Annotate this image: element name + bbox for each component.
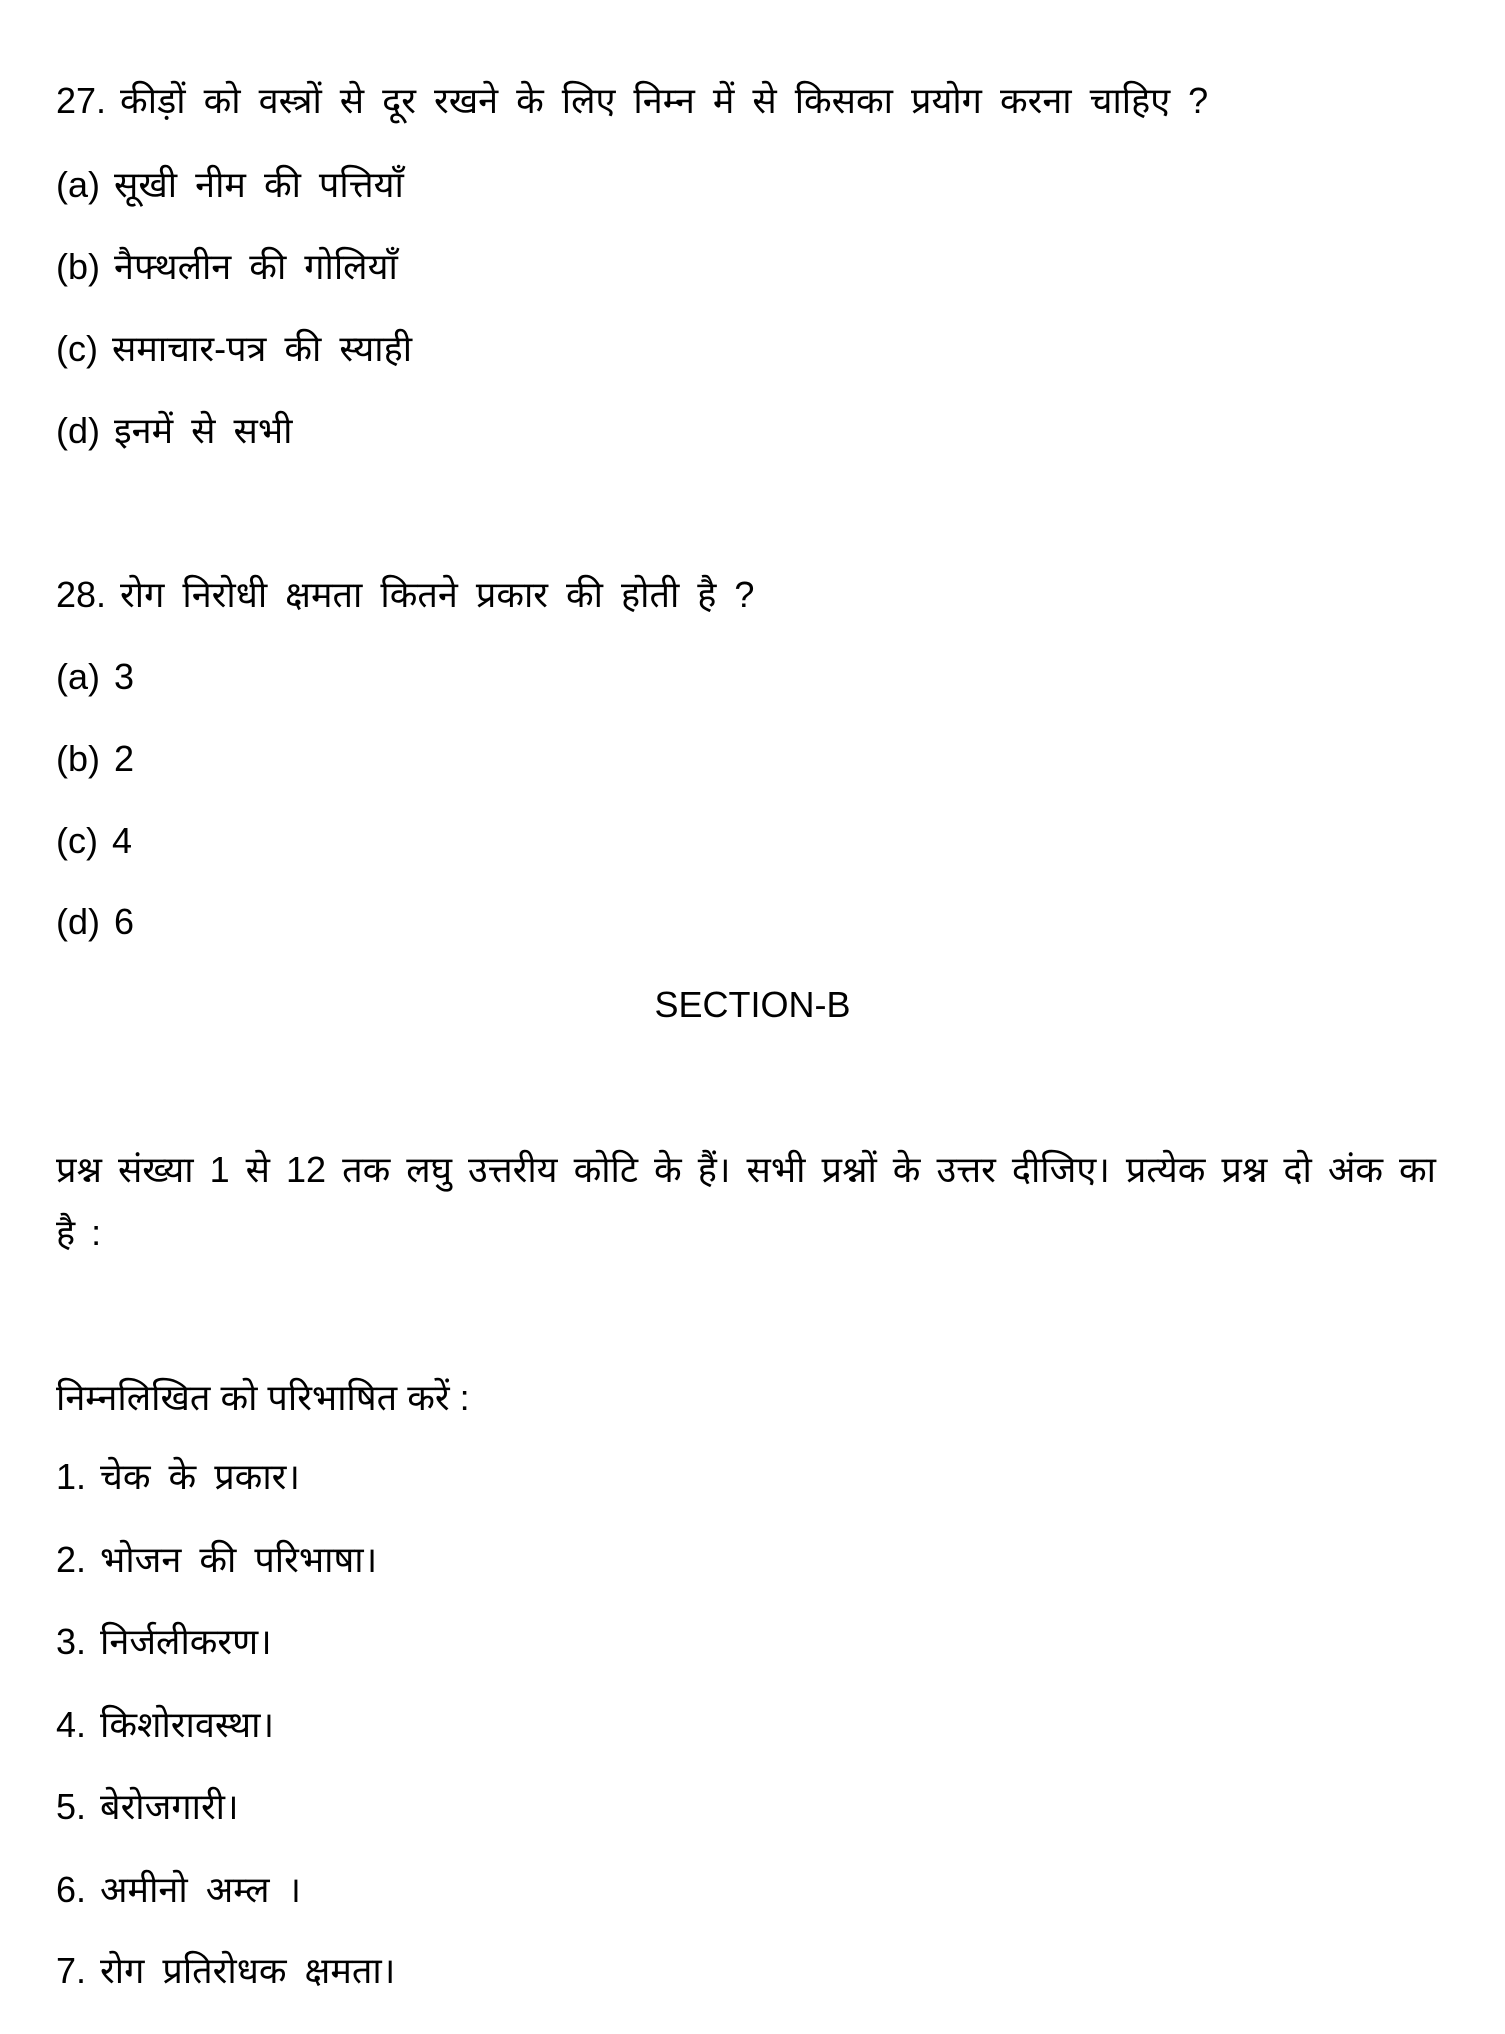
option-label: (a)	[56, 656, 100, 697]
option-text: नैफ्थलीन की गोलियाँ	[114, 246, 398, 287]
list-item	[56, 1949, 395, 1993]
list-item	[56, 1538, 377, 1582]
option-c	[56, 327, 412, 371]
item-number: 3.	[56, 1621, 87, 1662]
option-text: 3	[114, 656, 135, 697]
question-number: 27.	[56, 80, 107, 121]
option-text: 2	[114, 738, 135, 779]
section-instructions: प्रश्न संख्या 1 से 12 तक लघु उत्तरीय कोटि के हैं। सभी प्रश्नों के उत्तर दीजिए। प्रत्येक प्रश्न दो अंक का है :	[56, 1149, 1436, 1253]
item-number: 2.	[56, 1539, 87, 1580]
question-text: रोग निरोधी क्षमता कितने प्रकार की होती है ?	[120, 574, 755, 615]
option-a	[56, 655, 134, 699]
option-text: इनमें से सभी	[114, 410, 293, 451]
option-text: समाचार-पत्र की स्याही	[111, 328, 413, 369]
section-heading: SECTION-B	[654, 984, 851, 1025]
option-label: (a)	[56, 164, 100, 205]
question-27-text	[56, 79, 1208, 123]
item-text: निर्जलीकरण।	[100, 1621, 272, 1662]
option-text: 6	[114, 901, 135, 942]
option-b	[56, 245, 398, 289]
option-text: 4	[111, 820, 133, 861]
item-text: चेक के प्रकार।	[100, 1456, 301, 1497]
item-text: अमीनो अम्ल ।	[100, 1869, 302, 1910]
option-label: (c)	[56, 820, 98, 861]
list-item	[56, 1620, 272, 1664]
question-text: कीड़ों को वस्त्रों से दूर रखने के लिए निम्न में से किसका प्रयोग करना चाहिए ?	[120, 80, 1209, 121]
item-text: किशोरावस्था।	[100, 1704, 275, 1745]
list-item	[56, 1868, 301, 1912]
item-text: बेरोजगारी।	[100, 1786, 239, 1827]
option-c	[56, 819, 132, 863]
item-number: 5.	[56, 1786, 87, 1827]
item-text: भोजन की परिभाषा।	[100, 1539, 378, 1580]
option-label: (b)	[56, 738, 100, 779]
option-d	[56, 900, 134, 944]
item-number: 4.	[56, 1704, 87, 1745]
option-label: (d)	[56, 410, 100, 451]
item-number: 6.	[56, 1869, 87, 1910]
question-number: 28.	[56, 574, 107, 615]
list-item	[56, 1455, 300, 1499]
option-label: (d)	[56, 901, 100, 942]
option-label: (b)	[56, 246, 100, 287]
item-text: रोग प्रतिरोधक क्षमता।	[100, 1950, 396, 1991]
item-number: 7.	[56, 1950, 87, 1991]
list-item	[56, 1785, 239, 1829]
option-a	[56, 163, 404, 207]
option-d	[56, 409, 293, 453]
define-prompt: निम्नलिखित को परिभाषित करें :	[56, 1377, 470, 1418]
list-item	[56, 1703, 274, 1747]
item-number: 1.	[56, 1456, 87, 1497]
question-28-text	[56, 573, 754, 617]
option-text: सूखी नीम की पत्तियाँ	[114, 164, 404, 205]
option-label: (c)	[56, 328, 98, 369]
option-b	[56, 737, 134, 781]
